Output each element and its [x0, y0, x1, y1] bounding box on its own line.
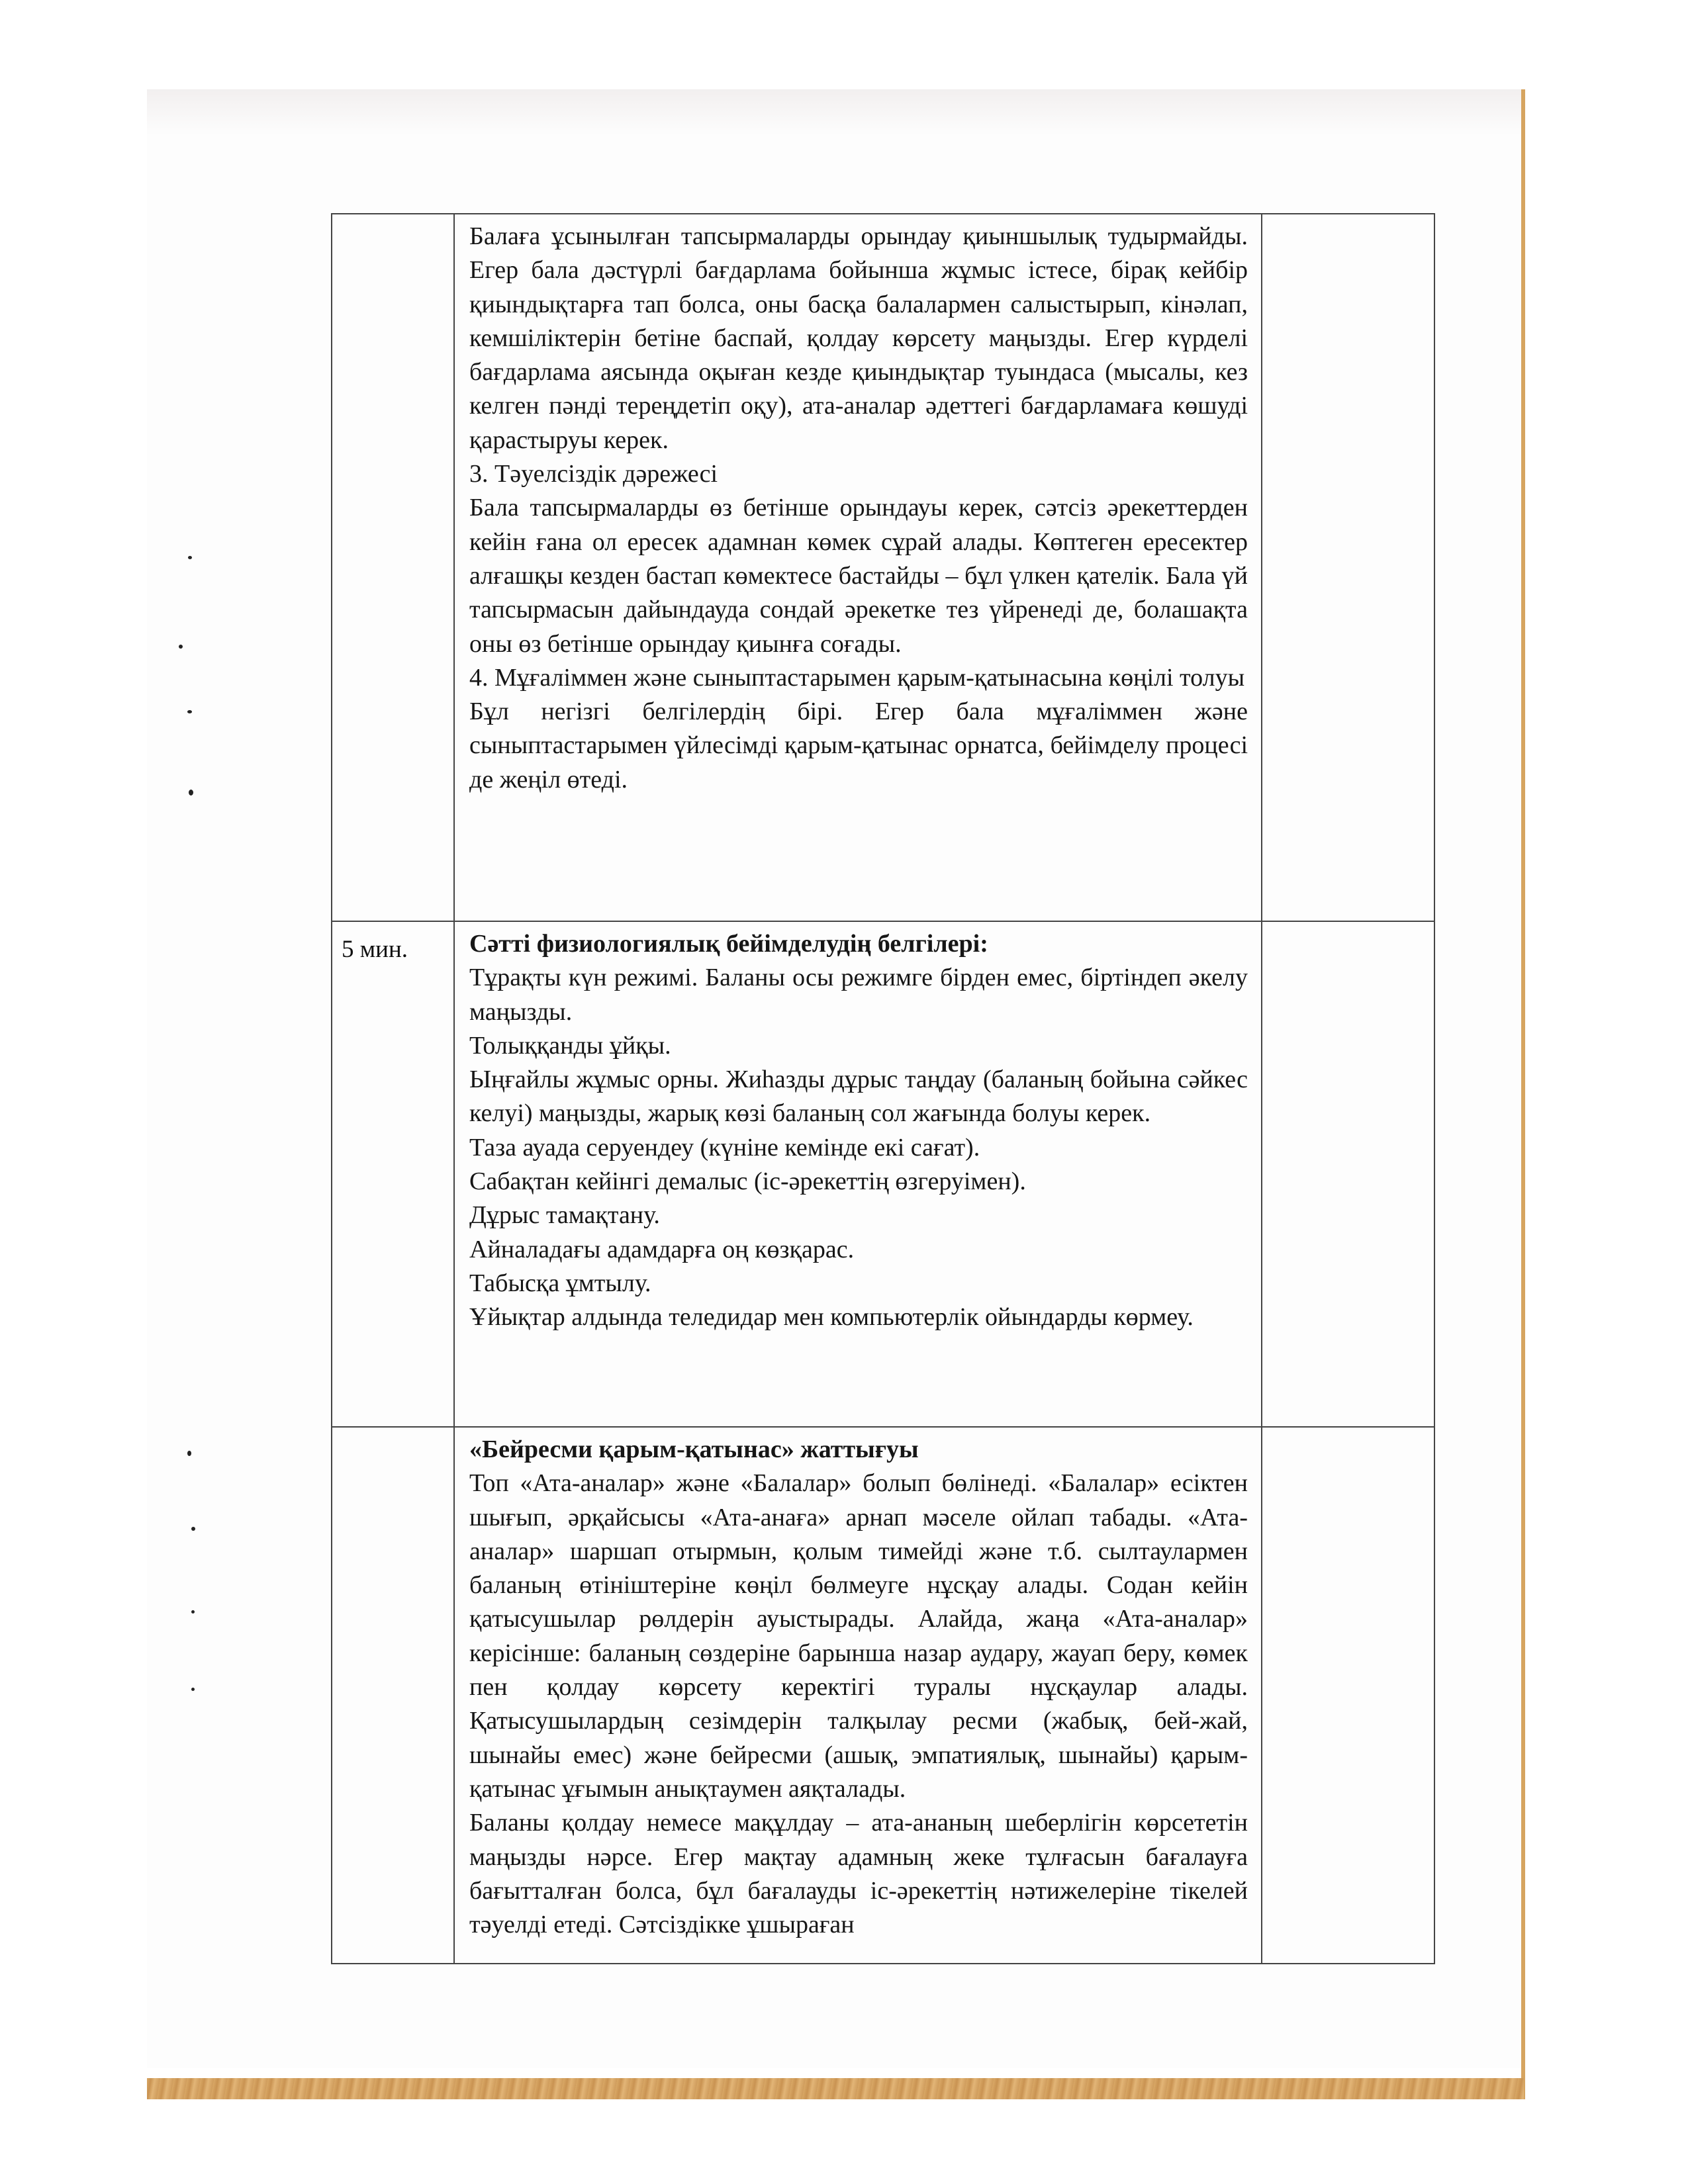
binder-hole-mark — [191, 1527, 195, 1531]
table-row — [332, 214, 1434, 921]
list-item: Таза ауада серуендеу (күніне кемінде екі сағат). — [469, 1133, 980, 1161]
list-item: Дұрыс тамақтану. — [469, 1201, 660, 1230]
binder-hole-mark — [191, 1610, 195, 1614]
paragraph: Бұл негізгі белгілердің бірі. Егер бала мұғаліммен және сыныптастарымен үйлесімді қарым-қатынас орнатса, бейімделу процесі де жеңіл өтеді. — [469, 698, 1248, 794]
content-cell — [454, 214, 1262, 921]
binder-hole-mark — [187, 710, 192, 713]
time-cell — [332, 214, 454, 921]
paragraph: Бала тапсырмаларды өз бетінше орындауы керек, сәтсіз әрекеттерден кейін ғана ол ересек адамнан көмек сұрай алады. Көптеген ересектер алғашқы кезден бастап көмектесе бастайды – бұл үлкен қателік. Бала үй тапсырмасын дайындауда сондай әрекетке тез үйренеді де, болашақта оны өз бетінше орындау қиынға соғады. — [469, 494, 1248, 658]
paragraph: Баланы қолдау немесе мақұлдау – ата-ананың шеберлігін көрсететін маңызды нәрсе. Егер мақтау адамның жеке тұлғасын бағалауға бағытталған болса, бұл бағалауды іс-әрекеттің нәтижелеріне тікелей тәуелді етеді. Сәтсіздікке ұшыраған — [469, 1809, 1248, 1939]
list-item: Айналадағы адамдарға оң көзқарас. — [469, 1235, 855, 1263]
binder-hole-mark — [179, 645, 183, 649]
list-item: Толыққанды ұйқы. — [469, 1031, 671, 1060]
list-item: Ыңғайлы жұмыс орны. Жиһазды дұрыс таңдау (баланың бойына сәйкес келуі) маңызды, жарық көзі баланың сол жағында болуы керек. — [469, 1066, 1248, 1128]
time-cell: 5 мин. — [332, 921, 454, 1427]
list-item: Сабақтан кейінгі демалыс (іс-әрекеттің өзгеруімен). — [469, 1167, 1026, 1196]
table-row — [332, 921, 1434, 1427]
content-cell — [454, 921, 1262, 1427]
lesson-plan-table — [331, 213, 1435, 1964]
section-heading: Сәтті физиологиялық бейімделудің белгілері: — [469, 930, 988, 958]
paper-top-shadow — [147, 89, 1524, 136]
table-row — [332, 1427, 1434, 1964]
paragraph: Топ «Ата-аналар» және «Балалар» болып бөлінеді. «Балалар» есіктен шығып, әрқайсысы «Ата-анаға» арнап мәселе ойлап табады. «Ата-аналар» шаршап отырмын, қолым тимейді және т.б. сылтаулармен баланың өтініштеріне көңіл бөлмеуге нұсқау алады. Содан кейін қатысушылар рөлдерін ауыстырады. Алайда, жаңа «Ата-аналар» керісінше: баланың сөздеріне барынша назар аудару, жауап беру, көмек пен қолдау көрсету керектігі туралы нұсқаулар алады. Қатысушылардың сезімдерін талқылау ресми (жабық, бей-жай, шынайы емес) және бейресми (ашық, эмпатиялық, шынайы) қарым-қатынас ұғымын анықтаумен аяқталады. — [469, 1469, 1248, 1803]
wood-table-edge-right — [1521, 89, 1525, 2099]
binder-hole-mark — [191, 1688, 195, 1691]
subheading: 3. Тәуелсіздік дәрежесі — [469, 460, 718, 488]
wood-table-edge-bottom — [147, 2078, 1524, 2099]
list-item: Тұрақты күн режимі. Баланы осы режимге бірден емес, біртіндеп әкелу маңызды. — [469, 964, 1248, 1026]
notes-cell — [1262, 1427, 1434, 1964]
time-cell — [332, 1427, 454, 1964]
paragraph: Балаға ұсынылған тапсырмаларды орындау қиыншылық тудырмайды. Егер бала дәстүрлі бағдарлама бойынша жұмыс істесе, бірақ кейбір қиындықтарға тап болса, оны басқа балалармен салыстырып, кінәлап, кемшіліктерін бетіне баспай, қолдау көрсету маңызды. Егер күрделі бағдарлама аясында оқыған кезде қиындықтар туындаса (мысалы, кез келген пәнді тереңдетіп оқу), ата-аналар әдеттегі бағдарламаға көшуді қарастыруы керек. — [469, 222, 1248, 454]
binder-hole-mark — [189, 790, 193, 796]
list-item: Ұйықтар алдында теледидар мен компьютерлік ойындарды көрмеу. — [469, 1303, 1194, 1332]
binder-hole-mark — [187, 1451, 191, 1456]
list-item: Табысқа ұмтылу. — [469, 1269, 651, 1297]
notes-cell — [1262, 921, 1434, 1427]
content-cell — [454, 1427, 1262, 1964]
section-heading: «Бейресми қарым-қатынас» жаттығуы — [469, 1435, 919, 1463]
notes-cell — [1262, 214, 1434, 921]
binder-hole-mark — [188, 556, 192, 559]
subheading: 4. Мұғаліммен және сыныптастарымен қарым-қатынасына көңілі толуы — [469, 663, 1245, 692]
